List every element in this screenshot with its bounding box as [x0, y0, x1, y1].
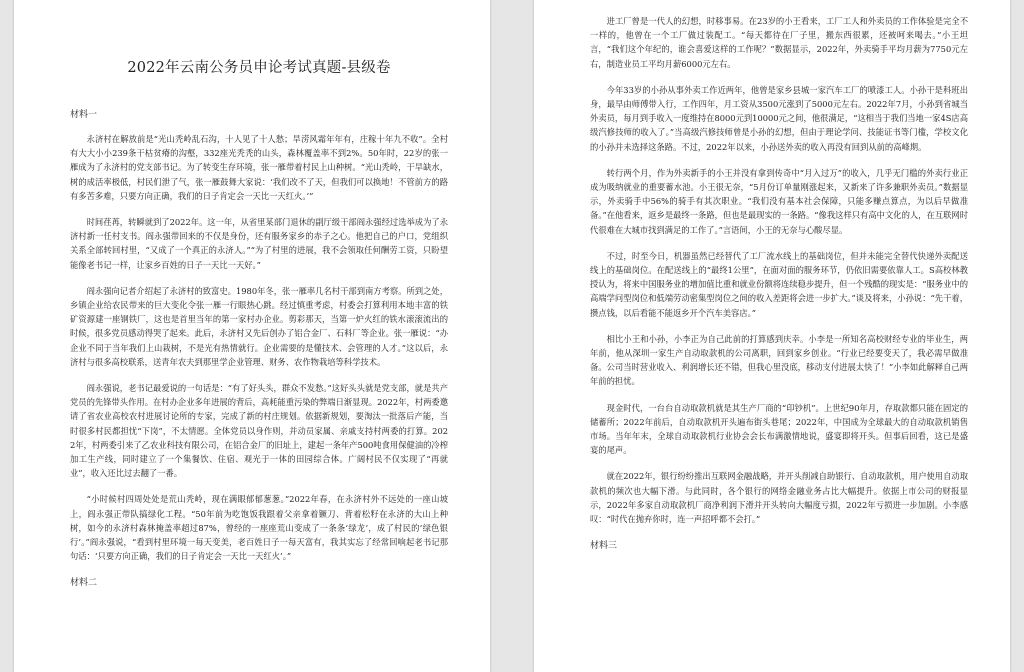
section-label-material-1: 材料一: [70, 110, 98, 120]
paragraph: 不过，时至今日，机器虽然已经替代了工厂流水线上的基础岗位，但并未能完全替代快递外卖配送线上的基础岗位。在配送线上的“最终1公里”，在面对面的服务环节，仍依旧需要依靠人工。S高校林教授认为，将来中国服务业的增加值比重和就业份额将连续稳步提升，但一个残酷的现实是：“服务业中的高端学问型岗位和低端劳动密集型岗位之间的收入差距将会进一步扩大。”谈及将来，小孙说：“先干着，攒点钱，以后看能不能返乡开个汽车美容店。”: [590, 250, 968, 318]
section-label-material-2: 材料二: [70, 578, 98, 589]
paragraph: 阎永强说，老书记最爱说的一句话是：“有了好头头，群众不发愁。”这好头头就是党支部，就是共产党员的先锋带头作用。在村办企业多年进展的背后，高耗能重污染的弊端日渐显现。2022年，村两委邀请了省农业高校农村进展讨论所的专家，完成了新的村庄规划。依据新规划，要淘汰一批落后产能，当时很多村民都担忧“下岗”，不太情愿。全体党员以身作则，并动员家属、亲戚支持村两委的打算。2022年，村两委引来了乙农业科技有限公司，在铝合金厂的旧址上，建起一条年产500吨食用保健油的冷榨加工生产线，同时建立了一个集餐饮、住宿、观光于一体的田园综合体。广阔村民不仅实现了“再就业”，收入还比过去翻了一番。: [70, 383, 448, 479]
document-page-right: [534, 0, 1010, 672]
section-label-material-3: 材料三: [590, 541, 618, 552]
paragraph: 就在2022年，银行纷纷推出互联网金融战略，并开头削减自助银行、自动取款机，用户使用自动取款机的频次也大幅下滑。与此同时，各个银行的网络金融业务占比大幅提升。依据上市公司的财报显示，2022年多家自动取款机厂商净利润下滑并开头转向大幅度亏损，2022年亏损进一步加剧。小李感叹：“时代在抛弃你时，连一声招呼都不会打。”: [590, 471, 968, 525]
document-page-left: [14, 0, 490, 672]
paragraph: 相比小王和小孙，小李正为自己此前的打算感到庆幸。小李是一所知名高校财经专业的毕业生，两年前，他从深圳一家生产自动取款机的公司离职，回到家乡创业。“行业已经要变天了，我必需早做准备。公司当时营业收入、利润增长还不错，但我心里没底，移动支付进展太快了！”小李如此解释自己两年前的担忧。: [590, 333, 968, 387]
document-title: 2022年云南公务员申论考试真题-县级卷: [127, 60, 391, 76]
paragraph: 今年33岁的小孙从事外卖工作近两年，他曾是家乡县城一家汽车工厂的喷漆工人。小孙干是科班出身，最早由师傅带入行，工作四年，月工资从3500元涨到了5000元左右。2022年7月，小孙到省城当外卖员，每月到手收入一度维持在8000元到10000元之间，他很满足，“这相当于我们当地一家4S店高级汽修技师的收入了。”当高级汽修技师曾是小孙的幻想，但由于理论学问、技能证书等门槛，学校文化的小孙并未选择这条路。不过，2022年以来，小孙送外卖的收入再没有回到从前的高峰期。: [590, 84, 968, 152]
paragraph: 现金时代，一台台自动取款机就是其生产厂商的“印钞机”。上世纪90年月，存取款都只能在固定的储蓄所；2022年前后，自动取款机开头遍布街头巷尾；2022年，中国成为全球最大的自动取款机销售市场。当年年末，全球自动取款机行业协会会长布满激情地说，盛宴即将开头。但事后回看，这已是盛宴的尾声。: [590, 402, 968, 456]
paragraph: 阎永强向记者介绍起了永济村的致富史。1980年冬，张一雁率几名村干部到南方考察。所到之处，乡镇企业给农民带来的巨大变化令张一雁一行眼热心跳。经过慎重考虑，村委会打算利用本地丰富的铁矿资源建一座钢铁厂，这也是首里当年的第一家村办企业。剪彩那天，当第一炉火红的铁水滚滚流出的时候，很多党员感动得哭了起来。此后，永济村又先后创办了铝合金厂、石料厂等企业。张一雁说：“办企业不同于当年我们上山栽树，不是光有热情就行。企业需要的是懂技术、会管理的人才。”这以后，永济村与很多高校联系，送青年农夫到那里学企业管理、财务、农作物栽培等科学技术。: [70, 285, 448, 367]
paragraph: “小时候村四周处处是荒山秃岭，现在满眼郁郁葱葱。”2022年春，在永济村外不远处的一座山坡上，阎永强正带队搞绿化工程。“50年前为吃饱饭我跟着父亲拿着镢刀、背着松籽在永济的大山上种树，如今的永济村森林掩盖率超过87%，曾经的一座座荒山变成了一条条‘绿龙’，成了村民的‘绿色银行’。”阎永强说，“看到村里环境一每天变美，老百姓日子一每天富有，我其实忘了经常回响起老书记那句话：‘只要方向正确，我们的日子肯定会一天比一天红火’。”: [70, 494, 448, 562]
paragraph: 转行两个月，作为外卖新手的小王并没有拿到传奇中“月入过万”的收入，几乎无门槛的外卖行业正成为吸纳就业的重要蓄水池。小王很无奈，“5月份订单量刚涨起来，又新来了许多兼职外卖员。”数据显示，外卖骑手中56%的骑手有其次职业。“我们没有基本社会保障，只能多赚点算点，为以后早做准备。”在他看来，返乡是最终一条路，但也是最现实的一条路。“像我这样只有高中文化的人，在互联网时代很难在大城市找到满足的工作了。”言语间，小王的无奈与心酸尽显。: [590, 167, 968, 235]
paragraph: 进工厂曾是一代人的幻想，时移事易。在23岁的小王看来，工厂工人和外卖员的工作体验是完全不一样的，他曾在一个工厂做过装配工。“每天都待在厂子里，搬东西很累，还被呵来喝去。”小王坦言，“我们这个年纪的，谁会喜爱这样的工作呢？”数据显示，2022年，外卖骑手平均月薪为7750元左右，制造业员工平均月薪6000元左右。: [590, 16, 968, 69]
paragraph: 永济村在解放前是“光山秃岭乱石沟，十人见了十人愁；旱涝风霜年年有，庄稼十年九不收”。全村有大大小小239条干枯贫瘠的沟壑，332座光秃秃的山头，森林覆盖率不到2%。50年时，22岁的张一雁成为了永济村的党支部书记。为了转变生存环境，张一雁带着村民上山种树。“光山秃岭，干旱缺水，树的成活率极低，村民们泄了气，张一雁鼓舞大家说：‘我们改不了天，但我们可以换地！不管前方的路有多苦多难，只要方向正确，我们的日子肯定会一天比一天红火。’”: [70, 134, 448, 201]
paragraph: 时间荏苒，转瞬就到了2022年。这一年，从省里某部门退休的副厅级干部阎永强经过选举成为了永济村新一任村支书。阎永强带回来的不仅是身份，还有服务家乡的赤子之心。他把自己的户口，党组织关系全部转回村里，“又成了一个真正的永济人。”“为了村里的进展，我不会领取任何酬劳工资，只盼望能像老书记一样，让家乡百姓的日子一天比一天好。”: [70, 217, 448, 270]
